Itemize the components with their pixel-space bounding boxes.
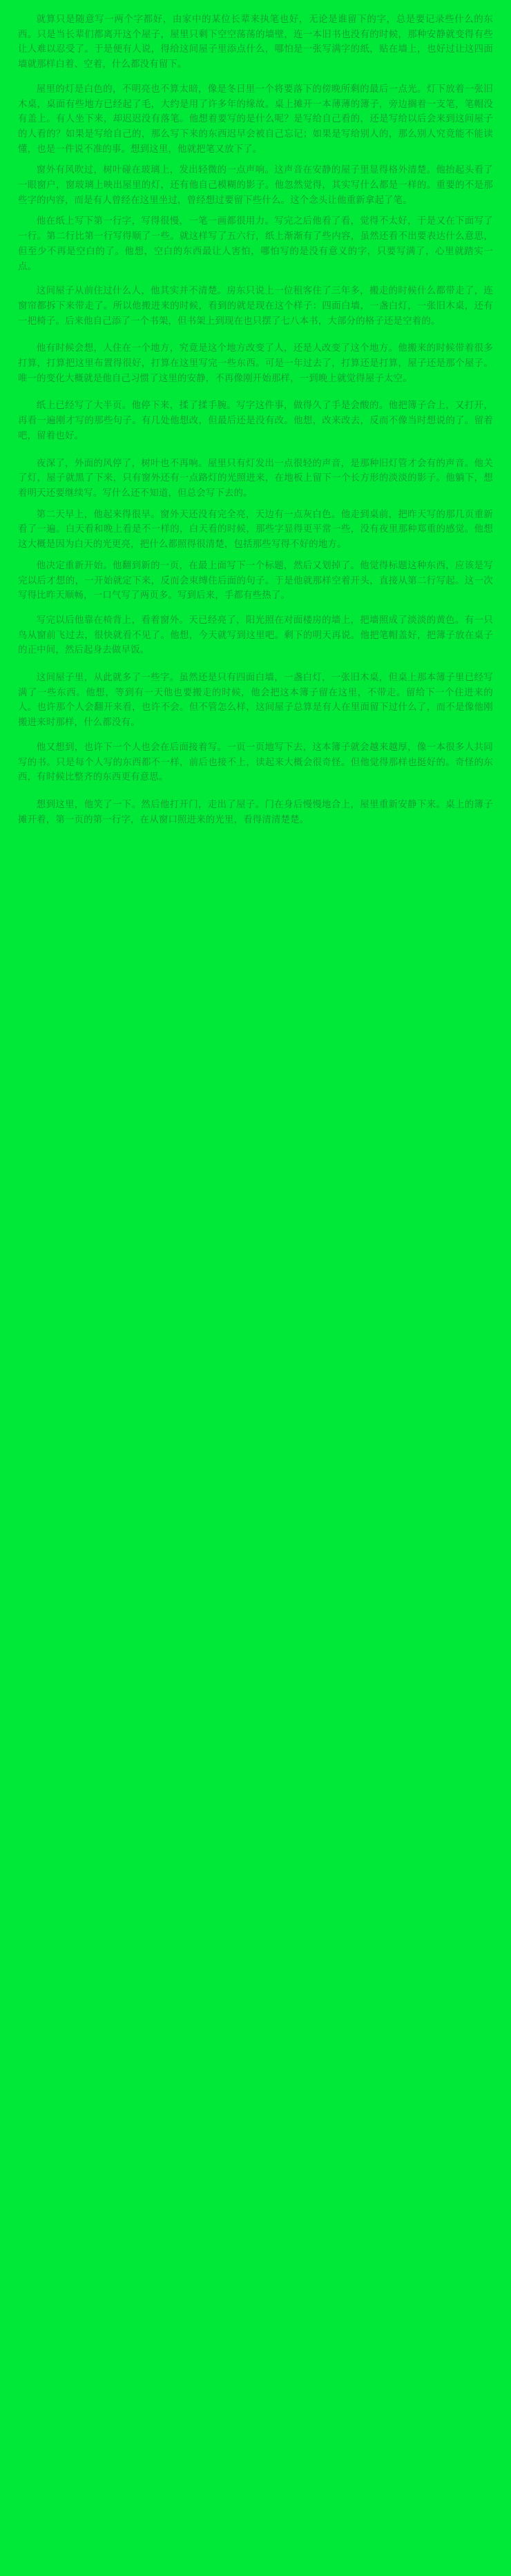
paragraph: 纸上已经写了大半页。他停下来，揉了揉手腕。写字这件事，做得久了手是会酸的。他把簿子合上，又打开，再看一遍刚才写的那些句子。有几处他想改，但最后还是没有改。他想，改来改去，反而不像当时想说的了。留着吧，留着也好。 xyxy=(18,401,493,441)
paragraph: 第二天早上，他起来得很早。窗外天还没有完全亮，天边有一点灰白色。他走到桌前，把昨天写的那几页重新看了一遍。白天看和晚上看是不一样的，白天看的时候，那些字显得更平常一些，没有夜里那种郑重的感觉。他想这大概是因为白天的光更亮，把什么都照得很清楚，包括那些写得不好的地方。 xyxy=(18,509,493,550)
paragraph: 他在纸上写下第一行字，写得很慢，一笔一画都很用力。写完之后他看了看，觉得不太好，于是又在下面写了一行。第二行比第一行写得顺了一些。就这样写了五六行，纸上渐渐有了些内容，虽然还看不出要表达什么意思，但至少不再是空白的了。他想，空白的东西最让人害怕，哪怕写的是没有意义的字，只要写满了，心里就踏实一点。 xyxy=(18,216,493,272)
paragraph: 这间屋子从前住过什么人，他其实并不清楚。房东只说上一位租客住了三年多，搬走的时候什么都带走了，连窗帘都拆下来带走了。所以他搬进来的时候，看到的就是现在这个样子：四面白墙，一盏白灯，一张旧木桌，还有一把椅子。后来他自己添了一个书架，但书架上到现在也只摆了七八本书，大部分的格子还是空着的。 xyxy=(18,286,493,327)
paragraph: 夜深了，外面的风停了，树叶也不再响。屋里只有灯发出一点很轻的声音，是那种旧灯管才会有的声音。他关了灯，屋子就黑了下来，只有窗外还有一点路灯的光照进来，在地板上留下一个长方形的淡淡的影子。他躺下，想着明天还要继续写。写什么还不知道，但总会写下去的。 xyxy=(18,458,493,499)
paragraph: 就算只是随意写一两个字都好，由家中的某位长辈来执笔也好，无论是谁留下的字，总是要记录些什么的东西。只是当长辈们都离开这个屋子，屋里只剩下空空荡荡的墙壁，连一本旧书也没有的时候，那种安静就变得有些让人难以忍受了。于是便有人说，得给这间屋子里添点什么，哪怕是一张写满字的纸，贴在墙上，也好过让这四面墙就那样白着、空着，什么都没有留下。 xyxy=(18,15,493,70)
paragraph: 窗外有风吹过，树叶碰在玻璃上，发出轻微的一点声响。这声音在安静的屋子里显得格外清楚。他抬起头看了一眼窗户，窗玻璃上映出屋里的灯，还有他自己模糊的影子。他忽然觉得，其实写什么都是一样的。重要的不是那些字的内容，而是有人曾经在这里坐过，曾经想过要留下些什么。这个念头让他重新拿起了笔。 xyxy=(18,165,493,206)
paragraph: 这间屋子里，从此就多了一些字。虽然还是只有四面白墙，一盏白灯，一张旧木桌，但桌上那本簿子里已经写满了一些东西。他想，等到有一天他也要搬走的时候，他会把这本簿子留在这里，不带走。留给下一个住进来的人。也许那个人会翻开来看，也许不会。但不管怎么样，这间屋子总算是有人在里面留下过什么了，而不是像他刚搬进来时那样，什么都没有。 xyxy=(18,673,493,729)
paragraph: 他又想到，也许下一个人也会在后面接着写。一页一页地写下去，这本簿子就会越来越厚，像一本很多人共同写的书。只是每个人写的东西都不一样，前后也接不上，读起来大概会很奇怪。但他觉得那样也挺好的。奇怪的东西，有时候比整齐的东西更有意思。 xyxy=(18,742,493,783)
document-body xyxy=(18,12,493,827)
paragraph: 想到这里，他笑了一下。然后他打开门，走出了屋子。门在身后慢慢地合上，屋里重新安静下来。桌上的簿子摊开着，第一页的第一行字，在从窗口照进来的光里，看得清清楚楚。 xyxy=(18,799,493,825)
paragraph: 他决定重新开始。他翻到新的一页，在最上面写下一个标题，然后又划掉了。他觉得标题这种东西，应该是写完以后才想的，一开始就定下来，反而会束缚住后面的句子。于是他就那样空着开头，直接从第二行写起。这一次写得比昨天顺畅，一口气写了两页多。写到后来，手都有些热了。 xyxy=(18,560,493,602)
paragraph: 他有时候会想，人住在一个地方，究竟是这个地方改变了人，还是人改变了这个地方。他搬来的时候带着很多打算，打算把这里布置得很好，打算在这里写完一些东西。可是一年过去了，打算还是打算，屋子还是那个屋子。唯一的变化大概就是他自己习惯了这里的安静，不再像刚开始那样，一到晚上就觉得屋子太空。 xyxy=(18,343,493,384)
paragraph: 屋里的灯是白色的，不明亮也不算太暗，像是冬日里一个将要落下的傍晚所剩的最后一点光。灯下放着一张旧木桌，桌面有些地方已经起了毛，大约是用了许多年的缘故。桌上摊开一本薄薄的簿子，旁边搁着一支笔，笔帽没有盖上。有人坐下来，却迟迟没有落笔。他想着要写的是什么呢？是写给自己看的，还是写给以后会来到这间屋子的人看的？如果是写给自己的，那么写下来的东西迟早会被自己忘记；如果是写给别人的，那么别人究竟能不能读懂，也是一件说不准的事。想到这里，他就把笔又放下了。 xyxy=(18,84,493,155)
paragraph: 写完以后他靠在椅背上，看着窗外。天已经亮了，阳光照在对面楼房的墙上，把墙照成了淡淡的黄色。有一只鸟从窗前飞过去，很快就看不见了。他想，今天就写到这里吧。剩下的明天再说。他把笔帽盖好，把簿子放在桌子的正中间，然后起身去做早饭。 xyxy=(18,615,493,656)
